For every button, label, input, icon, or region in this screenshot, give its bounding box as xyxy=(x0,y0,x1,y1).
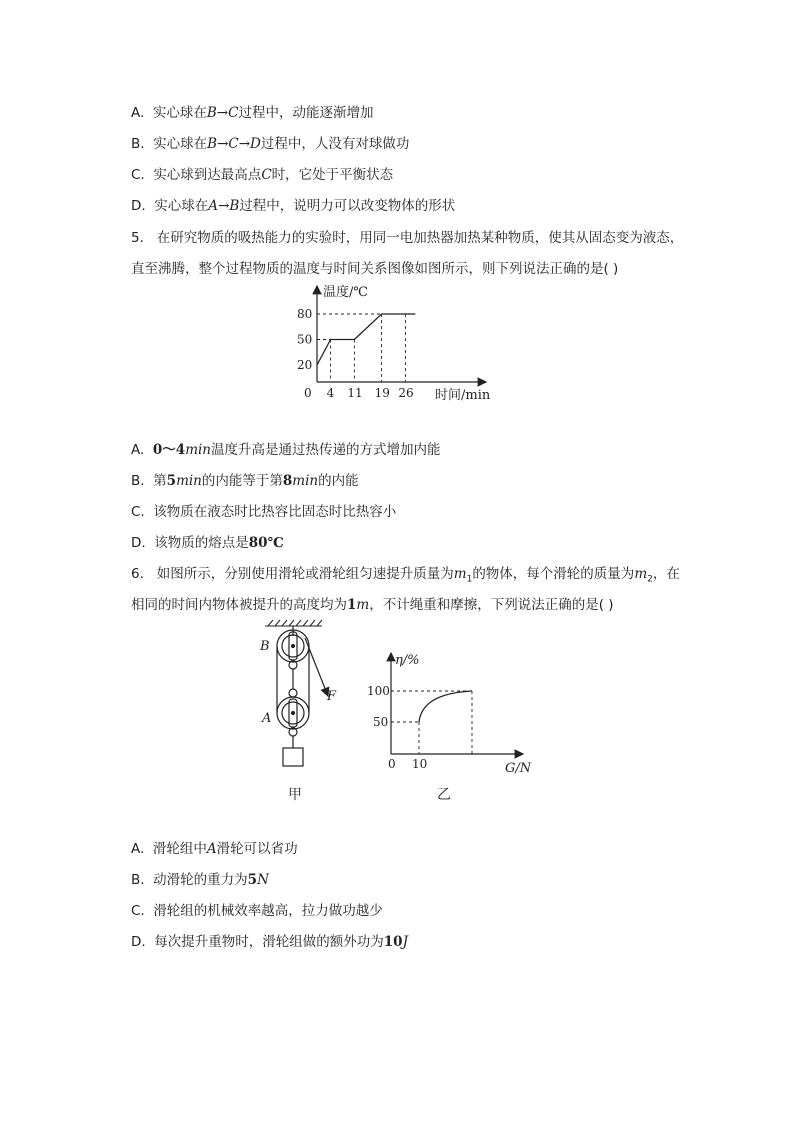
option-letter: B. xyxy=(131,872,145,888)
fixed-pulley-b xyxy=(277,626,309,669)
pulley-diagram-jia xyxy=(250,618,360,808)
math-text: 8 xyxy=(282,473,293,489)
option-text: 动滑轮的重力为 xyxy=(153,872,248,888)
q5-option-b xyxy=(131,472,359,490)
option-letter: A. xyxy=(131,105,145,121)
option-letter: D. xyxy=(131,934,146,950)
y-tick-50: 50 xyxy=(297,332,313,347)
temperature-time-chart xyxy=(290,280,510,405)
q4-option-d xyxy=(131,197,455,215)
q5-stem-line2 xyxy=(131,260,618,278)
math-text: 5 xyxy=(247,872,258,888)
x-tick-0: 0 xyxy=(304,386,312,400)
math-text: 10 xyxy=(383,934,403,950)
math-text: 1 xyxy=(347,597,357,613)
option-text: 温度升高是通过热传递的方式增加内能 xyxy=(211,442,441,458)
option-text: 实心球在 xyxy=(153,136,208,152)
label-a: A xyxy=(262,711,272,726)
math-text: 5 xyxy=(166,473,177,489)
question-text: ，在 xyxy=(652,566,680,582)
option-letter: C. xyxy=(131,504,145,520)
question-text: 直至沸腾，整个过程物质的温度与时间关系图像如图所示，则下列说法正确的是( ) xyxy=(131,261,619,277)
q6-stem-line1 xyxy=(131,565,680,589)
option-letter: D. xyxy=(131,198,146,214)
math-text: N xyxy=(257,872,269,888)
math-text: B→C→D xyxy=(207,136,261,152)
math-text: m xyxy=(453,566,467,582)
option-text: 实心球到达最高点 xyxy=(153,167,262,183)
q4-option-a xyxy=(131,104,373,122)
option-text: 实心球在 xyxy=(152,105,207,121)
option-text: 的内能 xyxy=(318,473,359,489)
y-tick-20: 20 xyxy=(297,358,313,372)
x-tick-4: 4 xyxy=(326,386,335,400)
option-text: 每次提升重物时，滑轮组做的额外功为 xyxy=(154,934,384,950)
math-text: A xyxy=(206,841,217,857)
q6-option-c xyxy=(131,902,383,920)
question-text: 在研究物质的吸热能力的实验时，用同一电加热器加热某种物质，使其从固态变为液态， xyxy=(156,230,684,246)
math-text: 0～4 xyxy=(152,442,186,458)
option-text: 该物质在液态时比热容比固态时比热容小 xyxy=(153,504,397,520)
option-text: 滑轮组中 xyxy=(152,841,207,857)
option-text: 时，它处于平衡状态 xyxy=(271,167,394,183)
math-text: A→B xyxy=(208,198,240,214)
option-text: 过程中，动能逐渐增加 xyxy=(238,105,374,121)
math-subscript: 2 xyxy=(647,574,653,585)
efficiency-curve xyxy=(419,691,472,722)
math-text: m xyxy=(634,566,648,582)
y-axis-label: η/% xyxy=(395,653,420,668)
x-tick-0: 0 xyxy=(388,757,396,771)
option-text: 过程中，人没有对球做功 xyxy=(260,136,410,152)
y-tick-100: 100 xyxy=(367,684,390,698)
math-subscript: 1 xyxy=(466,574,473,585)
math-text: min xyxy=(176,473,202,489)
caption-yi: 乙 xyxy=(437,787,451,803)
question-number: 6. xyxy=(131,566,144,582)
option-text: 第 xyxy=(153,473,167,489)
efficiency-chart-yi xyxy=(365,645,540,810)
caption-jia: 甲 xyxy=(288,787,302,803)
question-text: ，不计绳重和摩擦，下列说法正确的是( ) xyxy=(369,597,614,613)
x-tick-26: 26 xyxy=(398,386,414,400)
option-text: 过程中，说明力可以改变物体的形状 xyxy=(239,198,456,214)
option-letter: B. xyxy=(131,136,145,152)
q5-option-a xyxy=(131,441,441,459)
option-text: 滑轮组的机械效率越高，拉力做功越少 xyxy=(153,903,383,919)
question-number: 5. xyxy=(131,230,144,246)
q5-option-c xyxy=(131,503,396,521)
question-text: 的物体，每个滑轮的质量为 xyxy=(472,566,635,582)
q5-stem-line1 xyxy=(131,229,683,247)
math-text: J xyxy=(402,934,408,950)
q4-option-c xyxy=(131,166,393,184)
option-text: 滑轮可以省功 xyxy=(216,841,298,857)
option-text: 实心球在 xyxy=(154,198,209,214)
q6-option-d xyxy=(131,933,408,951)
movable-pulley-a xyxy=(277,689,309,736)
q4-option-b xyxy=(131,135,409,153)
x-axis-label: 时间/min xyxy=(435,388,491,403)
option-letter: B. xyxy=(131,473,145,489)
y-tick-80: 80 xyxy=(297,307,313,321)
math-text: min xyxy=(292,473,319,489)
option-text: 该物质的熔点是 xyxy=(154,535,249,551)
option-letter: A. xyxy=(131,442,145,458)
x-tick-10: 10 xyxy=(412,757,428,771)
math-text: B→C xyxy=(206,105,239,121)
label-f: F xyxy=(327,689,337,704)
q6-option-b xyxy=(131,871,269,889)
x-tick-11: 11 xyxy=(347,386,363,400)
label-b: B xyxy=(260,639,270,654)
q6-option-a xyxy=(131,840,298,858)
option-letter: C. xyxy=(131,167,145,183)
math-text: min xyxy=(185,442,212,458)
math-text: C xyxy=(261,167,272,183)
ceiling xyxy=(265,620,322,626)
question-text: 如图所示，分别使用滑轮或滑轮组匀速提升质量为 xyxy=(156,566,454,582)
option-letter: A. xyxy=(131,841,145,857)
q6-stem-line2 xyxy=(131,596,614,614)
option-letter: C. xyxy=(131,903,145,919)
y-axis-label: 温度/℃ xyxy=(323,285,368,300)
series-line-temperature xyxy=(317,314,415,365)
x-tick-19: 19 xyxy=(374,386,390,400)
option-letter: D. xyxy=(131,535,146,551)
chart-axes xyxy=(317,286,486,382)
math-text: 80℃ xyxy=(248,535,284,551)
math-text: m xyxy=(356,597,370,613)
chart-guides xyxy=(317,314,405,382)
y-tick-50: 50 xyxy=(373,715,389,729)
x-axis-label: G/N xyxy=(505,761,532,776)
question-text: 相同的时间内物体被提升的高度均为 xyxy=(131,597,347,613)
option-text: 的内能等于第 xyxy=(201,473,283,489)
q5-option-d xyxy=(131,534,284,552)
weight-block xyxy=(283,748,303,766)
